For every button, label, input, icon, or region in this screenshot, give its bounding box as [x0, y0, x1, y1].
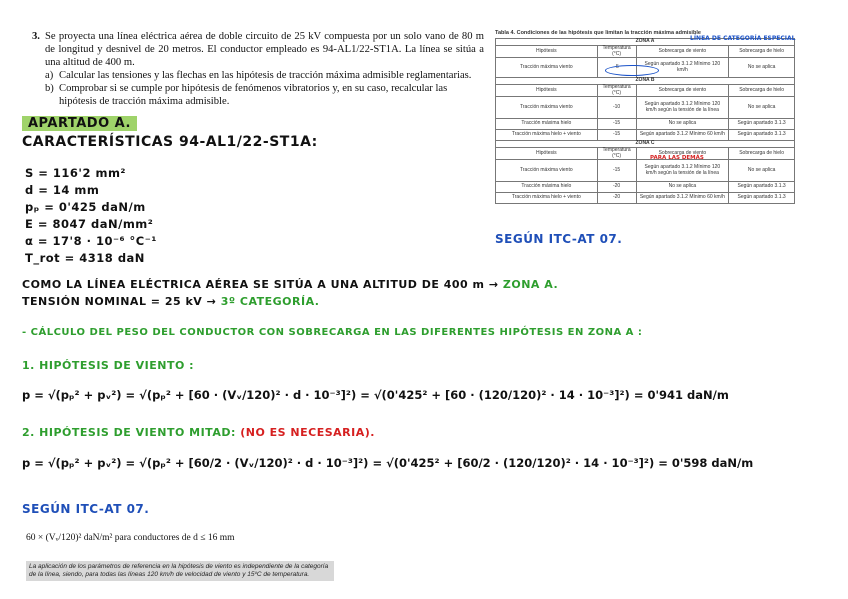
specs-list: [25, 165, 157, 267]
problem-text: Se proyecta una línea eléctrica aérea de doble circuito de 25 kV compuesta por un solo vano de 80 m de longitud y desnivel de 20 metros. El conductor empleado es 94-AL1/22-ST1A. La línea se sitúa a una altitud de 400 m.: [45, 31, 484, 68]
table-cell: No se aplica: [729, 97, 795, 119]
table-cell: No se aplica: [729, 160, 795, 182]
arrow-icon: →: [488, 278, 499, 291]
table-cell: Sobrecarga de viento: [636, 148, 729, 160]
problem-item-a: [45, 69, 484, 82]
highlight-ring: [605, 65, 659, 76]
formula-result: = 0'941 daN/m: [633, 388, 729, 402]
table-caption: Tabla 4. Condiciones de las hipótesis que limitan la tracción máxima admisible: [495, 30, 701, 36]
spec-item: T_rot = 4318 daN: [25, 251, 145, 265]
table-cell: Según apartado 3.1.2 Mínimo 60 km/h: [636, 130, 729, 141]
formula-result: = 0'598 daN/m: [658, 456, 754, 470]
table-cell: Sobrecarga de hielo: [729, 148, 795, 160]
item-label: a): [45, 70, 54, 81]
table-cell: Tracción máxima hielo + viento: [496, 193, 598, 204]
problem-statement: [32, 30, 484, 108]
formula-numeric: = √(0'425² + [60/2 · (120/120)² · 14 · 10⁻³]²): [372, 456, 655, 470]
table-cell: -20: [597, 182, 636, 193]
table-cell: Tracción máxima viento: [496, 58, 598, 78]
table-cell: No se aplica: [636, 182, 729, 193]
table-4: [495, 30, 795, 204]
formula-expanded: = √(pₚ² + [60/2 · (Vᵥ/120)² · d · 10⁻³]²): [125, 456, 369, 470]
formula-general: p = √(pₚ² + pᵥ²): [22, 456, 122, 470]
table-cell: -15: [597, 130, 636, 141]
table-cell: Sobrecarga de viento: [636, 46, 729, 58]
zona-text: COMO LA LÍNEA ELÉCTRICA AÉREA SE SITÚA A UNA ALTITUD DE 400 m: [22, 278, 485, 291]
table-cell: Tracción máxima viento: [496, 160, 598, 182]
table-cell: Hipótesis: [496, 85, 598, 97]
table-cell: Tracción máxima hielo: [496, 182, 598, 193]
segun-itc-2: SEGÚN ITC-AT 07.: [22, 502, 150, 516]
table-cell: -15: [597, 160, 636, 182]
apartado-heading: APARTADO A.: [22, 116, 137, 131]
zone-header: ZONA A: [496, 39, 795, 46]
problem-number: 3.: [32, 31, 40, 42]
zone-header: ZONA B: [496, 78, 795, 85]
calculo-heading: - CÁLCULO DEL PESO DEL CONDUCTOR CON SOBRECARGA EN LAS DIFERENTES HIPÓTESIS EN ZONA A :: [22, 327, 643, 338]
zona-value: ZONA A.: [502, 278, 559, 291]
itc-formula: 60 × (Vᵥ/120)² daN/m² para conductores de d ≤ 16 mm: [26, 533, 235, 543]
spec-item: S = 116'2 mm²: [25, 166, 126, 180]
table-cell: Tracción máxima hielo + viento: [496, 130, 598, 141]
table-cell: No se aplica: [729, 58, 795, 78]
table-cell: Según apartado 3.1.2 Mínimo 60 km/h: [636, 193, 729, 204]
spec-item: d = 14 mm: [25, 183, 100, 197]
table-cell: Sobrecarga de viento: [636, 85, 729, 97]
table-cell: Temperatura (°C): [597, 148, 636, 160]
arrow-icon: →: [206, 295, 217, 308]
conditions-table: [495, 38, 795, 204]
spec-item: pₚ = 0'425 daN/m: [25, 200, 146, 214]
hipotesis-2-formula: [22, 456, 753, 470]
itc-note-box: La aplicación de los parámetros de referencia en la hipótesis de viento es independiente de la categoría de la línea, siendo, para todas las líneas 120 km/h de velocidad de viento y 15ºC de temperatura.: [26, 561, 334, 581]
table-cell: Según apartado 3.1.3: [729, 130, 795, 141]
spec-item: E = 8047 daN/mm²: [25, 217, 154, 231]
tension-line: [22, 295, 319, 308]
table-cell: -10: [597, 97, 636, 119]
table-cell: Hipótesis: [496, 46, 598, 58]
table-cell: Tracción máxima hielo: [496, 119, 598, 130]
table-cell: Según apartado 3.1.3: [729, 119, 795, 130]
hipotesis-2-note: (NO ES NECESARIA).: [240, 426, 375, 439]
zone-header: ZONA C: [496, 141, 795, 148]
table-cell: Temperatura (°C): [597, 85, 636, 97]
item-text: Calcular las tensiones y las flechas en las hipótesis de tracción máxima admisible reglamentarias.: [59, 70, 472, 81]
zona-line: [22, 278, 558, 291]
tension-text: TENSIÓN NOMINAL = 25 kV: [22, 295, 203, 308]
table-cell: Sobrecarga de hielo: [729, 46, 795, 58]
table-cell: No se aplica: [636, 119, 729, 130]
table-cell: Según apartado 3.1.3: [729, 182, 795, 193]
table-cell: -5: [597, 58, 636, 78]
table-cell: -15: [597, 119, 636, 130]
hipotesis-1-formula: [22, 388, 729, 402]
item-label: b): [45, 83, 54, 94]
table-cell: Según apartado 3.1.2 Mínimo 120 km/h: [636, 58, 729, 78]
problem-item-b: [45, 82, 484, 108]
hipotesis-2-heading-row: [22, 426, 375, 439]
table-cell: Temperatura (°C): [597, 46, 636, 58]
formula-expanded: = √(pₚ² + [60 · (Vᵥ/120)² · d · 10⁻³]²): [125, 388, 357, 402]
caracteristicas-heading: CARACTERÍSTICAS 94-AL1/22-ST1A:: [22, 134, 318, 150]
categoria-value: 3º CATEGORÍA.: [220, 295, 320, 308]
spec-item: α = 17'8 · 10⁻⁶ °C⁻¹: [25, 234, 157, 248]
table-cell: Según apartado 3.1.2 Mínimo 120 km/h según la tensión de la línea: [636, 160, 729, 182]
formula-numeric: = √(0'425² + [60 · (120/120)² · 14 · 10⁻³]²): [360, 388, 630, 402]
table-cell: Sobrecarga de hielo: [729, 85, 795, 97]
table-cell: Hipótesis: [496, 148, 598, 160]
table-cell: -20: [597, 193, 636, 204]
table-cell: Tracción máxima viento: [496, 97, 598, 119]
note-demas: PARA LAS DEMÁS: [650, 155, 704, 161]
table-cell: Según apartado 3.1.3: [729, 193, 795, 204]
note-especial: LÍNEA DE CATEGORÍA ESPECIAL: [690, 35, 796, 42]
hipotesis-1-heading: 1. HIPÓTESIS DE VIENTO :: [22, 359, 195, 372]
segun-itc-1: SEGÚN ITC-AT 07.: [495, 232, 623, 246]
formula-general: p = √(pₚ² + pᵥ²): [22, 388, 122, 402]
table-cell: Según apartado 3.1.2 Mínimo 120 km/h según la tensión de la línea: [636, 97, 729, 119]
hipotesis-2-heading: 2. HIPÓTESIS DE VIENTO MITAD:: [22, 426, 236, 439]
item-text: Comprobar si se cumple por hipótesis de fenómenos vibratorios y, en su caso, recalcular las hipótesis de tracción máxima admisible.: [59, 83, 448, 107]
